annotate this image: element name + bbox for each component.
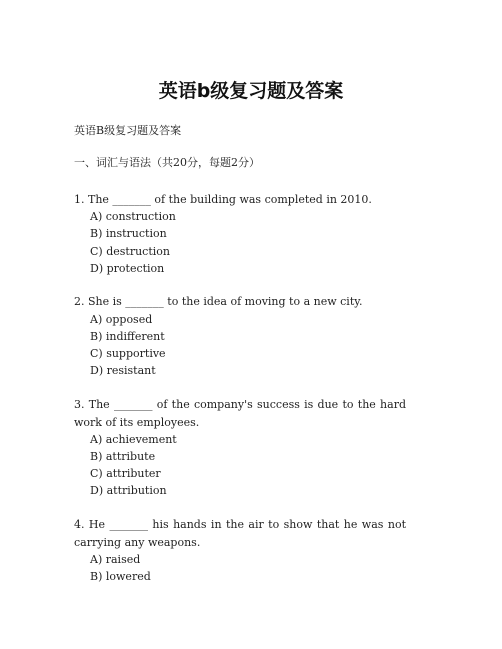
question-4-text: 4. He _______ his hands in the air to show that he was not carrying any weapons. — [74, 518, 406, 549]
question-1-option-d: D) protection — [90, 262, 165, 275]
question-3-option-b: B) attribute — [90, 450, 156, 463]
question-2-option-b: B) indifferent — [90, 330, 165, 343]
question-2-option-a: A) opposed — [90, 313, 153, 326]
document-subtitle: 英语B级复习题及答案 — [74, 124, 182, 137]
document-title: 英语b级复习题及答案 — [158, 80, 344, 102]
question-2-option-d: D) resistant — [90, 364, 156, 377]
question-1-option-b: B) instruction — [90, 227, 167, 240]
question-1-option-a: A) construction — [90, 210, 176, 223]
question-4-option-a: A) raised — [90, 553, 141, 566]
question-1-text: 1. The _______ of the building was completed in 2010. — [74, 193, 372, 206]
question-1-option-c: C) destruction — [90, 245, 170, 258]
section-heading: 一、词汇与语法（共20分，每题2分） — [74, 156, 260, 169]
question-3-option-a: A) achievement — [90, 433, 177, 446]
question-3-text: 3. The _______ of the company's success is due to the hard work of its employees. — [74, 398, 406, 429]
question-3-option-d: D) attribution — [90, 484, 167, 497]
question-2-text: 2. She is _______ to the idea of moving to a new city. — [74, 295, 363, 308]
question-3-option-c: C) attributer — [90, 467, 161, 480]
question-2-option-c: C) supportive — [90, 347, 166, 360]
question-4-option-b: B) lowered — [90, 570, 151, 583]
